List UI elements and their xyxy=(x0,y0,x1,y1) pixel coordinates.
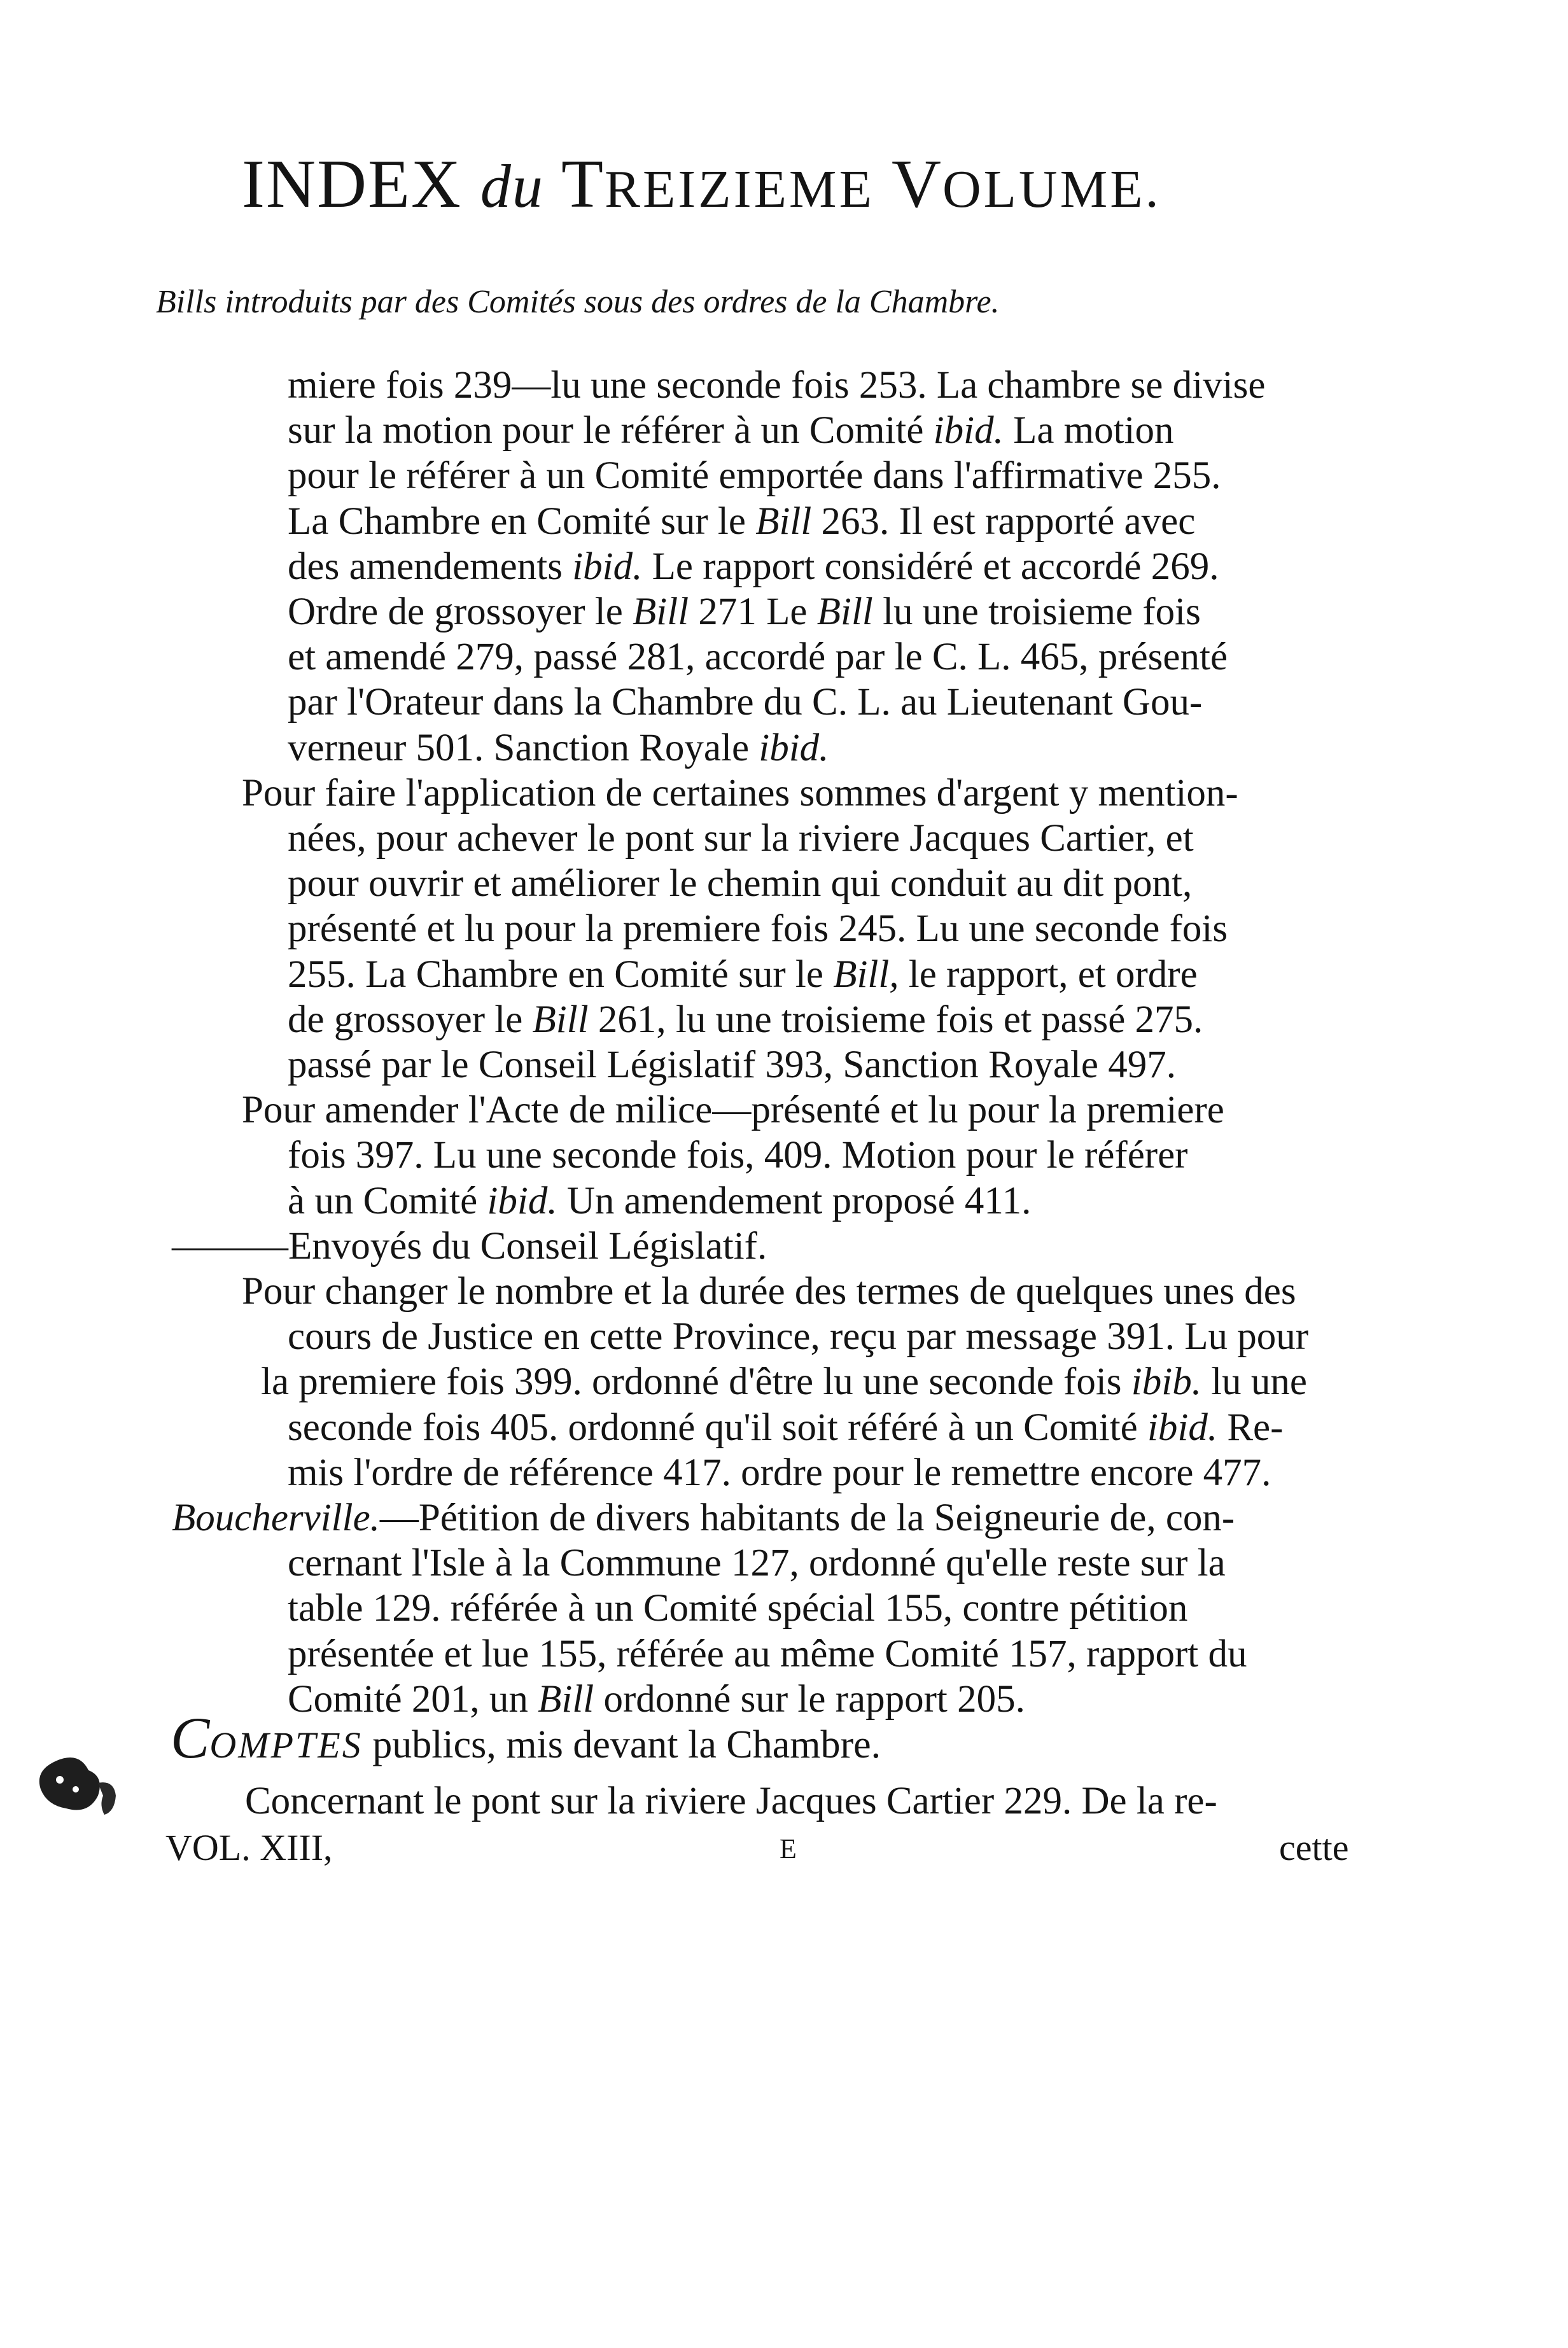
index-line: pour ouvrir et améliorer le chemin qui conduit au dit pont, xyxy=(288,862,1193,905)
index-line: verneur 501. Sanction Royale ibid. xyxy=(288,726,829,769)
index-line: seconde fois 405. ordonné qu'il soit référé à un Comité ibid. Re- xyxy=(288,1406,1284,1449)
running-head: Bills introduits par des Comités sous des ordres de la Chambre. xyxy=(156,284,1000,320)
footer-signature: E xyxy=(780,1833,797,1864)
index-line: nées, pour achever le pont sur la riviere Jacques Cartier, et xyxy=(288,817,1194,860)
index-line: passé par le Conseil Législatif 393, Sanction Royale 497. xyxy=(288,1044,1176,1086)
index-line: ———Envoyés du Conseil Législatif. xyxy=(172,1224,767,1268)
index-line: de grossoyer le Bill 261, lu une troisieme fois et passé 275. xyxy=(288,998,1203,1041)
title-index: INDEX xyxy=(242,146,462,222)
index-line: Pour changer le nombre et la durée des termes de quelques unes des xyxy=(242,1270,1296,1313)
index-line: Pour amender l'Acte de milice—présenté et lu pour la premiere xyxy=(242,1089,1224,1132)
comptes-caps: OMPTES xyxy=(209,1724,363,1766)
index-line: Comité 201, un Bill ordonné sur le rapport 205. xyxy=(288,1677,1025,1721)
index-line: cours de Justice en cette Province, reçu par message 391. Lu pour xyxy=(288,1315,1309,1359)
title-reizieme: REIZIEME xyxy=(604,160,874,219)
index-line: sur la motion pour le référer à un Comité ibid. La motion xyxy=(288,409,1174,452)
index-line: 255. La Chambre en Comité sur le Bill, le rapport, et ordre xyxy=(288,953,1198,996)
index-line: présentée et lue 155, référée au même Comité 157, rapport du xyxy=(288,1632,1247,1675)
page-title xyxy=(242,145,1161,224)
index-line: La Chambre en Comité sur le Bill 263. Il est rapporté avec xyxy=(288,500,1196,543)
index-line: présenté et lu pour la premiere fois 245. Lu une seconde fois xyxy=(288,907,1228,951)
index-line: à un Comité ibid. Un amendement proposé 411. xyxy=(288,1179,1032,1222)
index-line: miere fois 239—lu une seconde fois 253. La chambre se divise xyxy=(288,364,1266,407)
footer-catchword: cette xyxy=(1279,1827,1349,1868)
index-line: table 129. référée à un Comité spécial 155, contre pétition xyxy=(288,1587,1188,1630)
index-line: Ordre de grossoyer le Bill 271 Le Bill lu une troisieme fois xyxy=(288,590,1201,633)
index-line: et amendé 279, passé 281, accordé par le C. L. 465, présenté xyxy=(288,636,1228,679)
title-t: T xyxy=(561,146,605,222)
index-line: pour le référer à un Comité emportée dans l'affirmative 255. xyxy=(288,454,1221,498)
ink-blot xyxy=(28,1745,123,1827)
index-line: fois 397. Lu une seconde fois, 409. Motion pour le référer xyxy=(288,1134,1188,1177)
index-line: mis l'ordre de référence 417. ordre pour le remettre encore 477. xyxy=(288,1451,1271,1494)
index-line: Pour faire l'application de certaines sommes d'argent y mention- xyxy=(242,771,1238,814)
index-line: la premiere fois 399. ordonné d'être lu une seconde fois ibib. lu une xyxy=(261,1360,1307,1404)
comptes-heading xyxy=(171,1704,881,1771)
comptes-line: Concernant le pont sur la riviere Jacques Cartier 229. De la re- xyxy=(245,1780,1217,1822)
title-olume: OLUME. xyxy=(942,160,1161,219)
index-line: cernant l'Isle à la Commune 127, ordonné qu'elle reste sur la xyxy=(288,1542,1226,1585)
comptes-initial: C xyxy=(171,1705,210,1770)
index-line: des amendements ibid. Le rapport considéré et accordé 269. xyxy=(288,545,1219,588)
title-du: du xyxy=(480,152,544,220)
footer-volume: VOL. XIII, xyxy=(165,1827,333,1868)
title-v: V xyxy=(891,146,942,222)
comptes-rest: publics, mis devant la Chambre. xyxy=(362,1723,881,1766)
index-line: Boucherville.—Pétition de divers habitants de la Seigneurie de, con- xyxy=(172,1497,1235,1539)
index-line: par l'Orateur dans la Chambre du C. L. au Lieutenant Gou- xyxy=(288,681,1203,724)
